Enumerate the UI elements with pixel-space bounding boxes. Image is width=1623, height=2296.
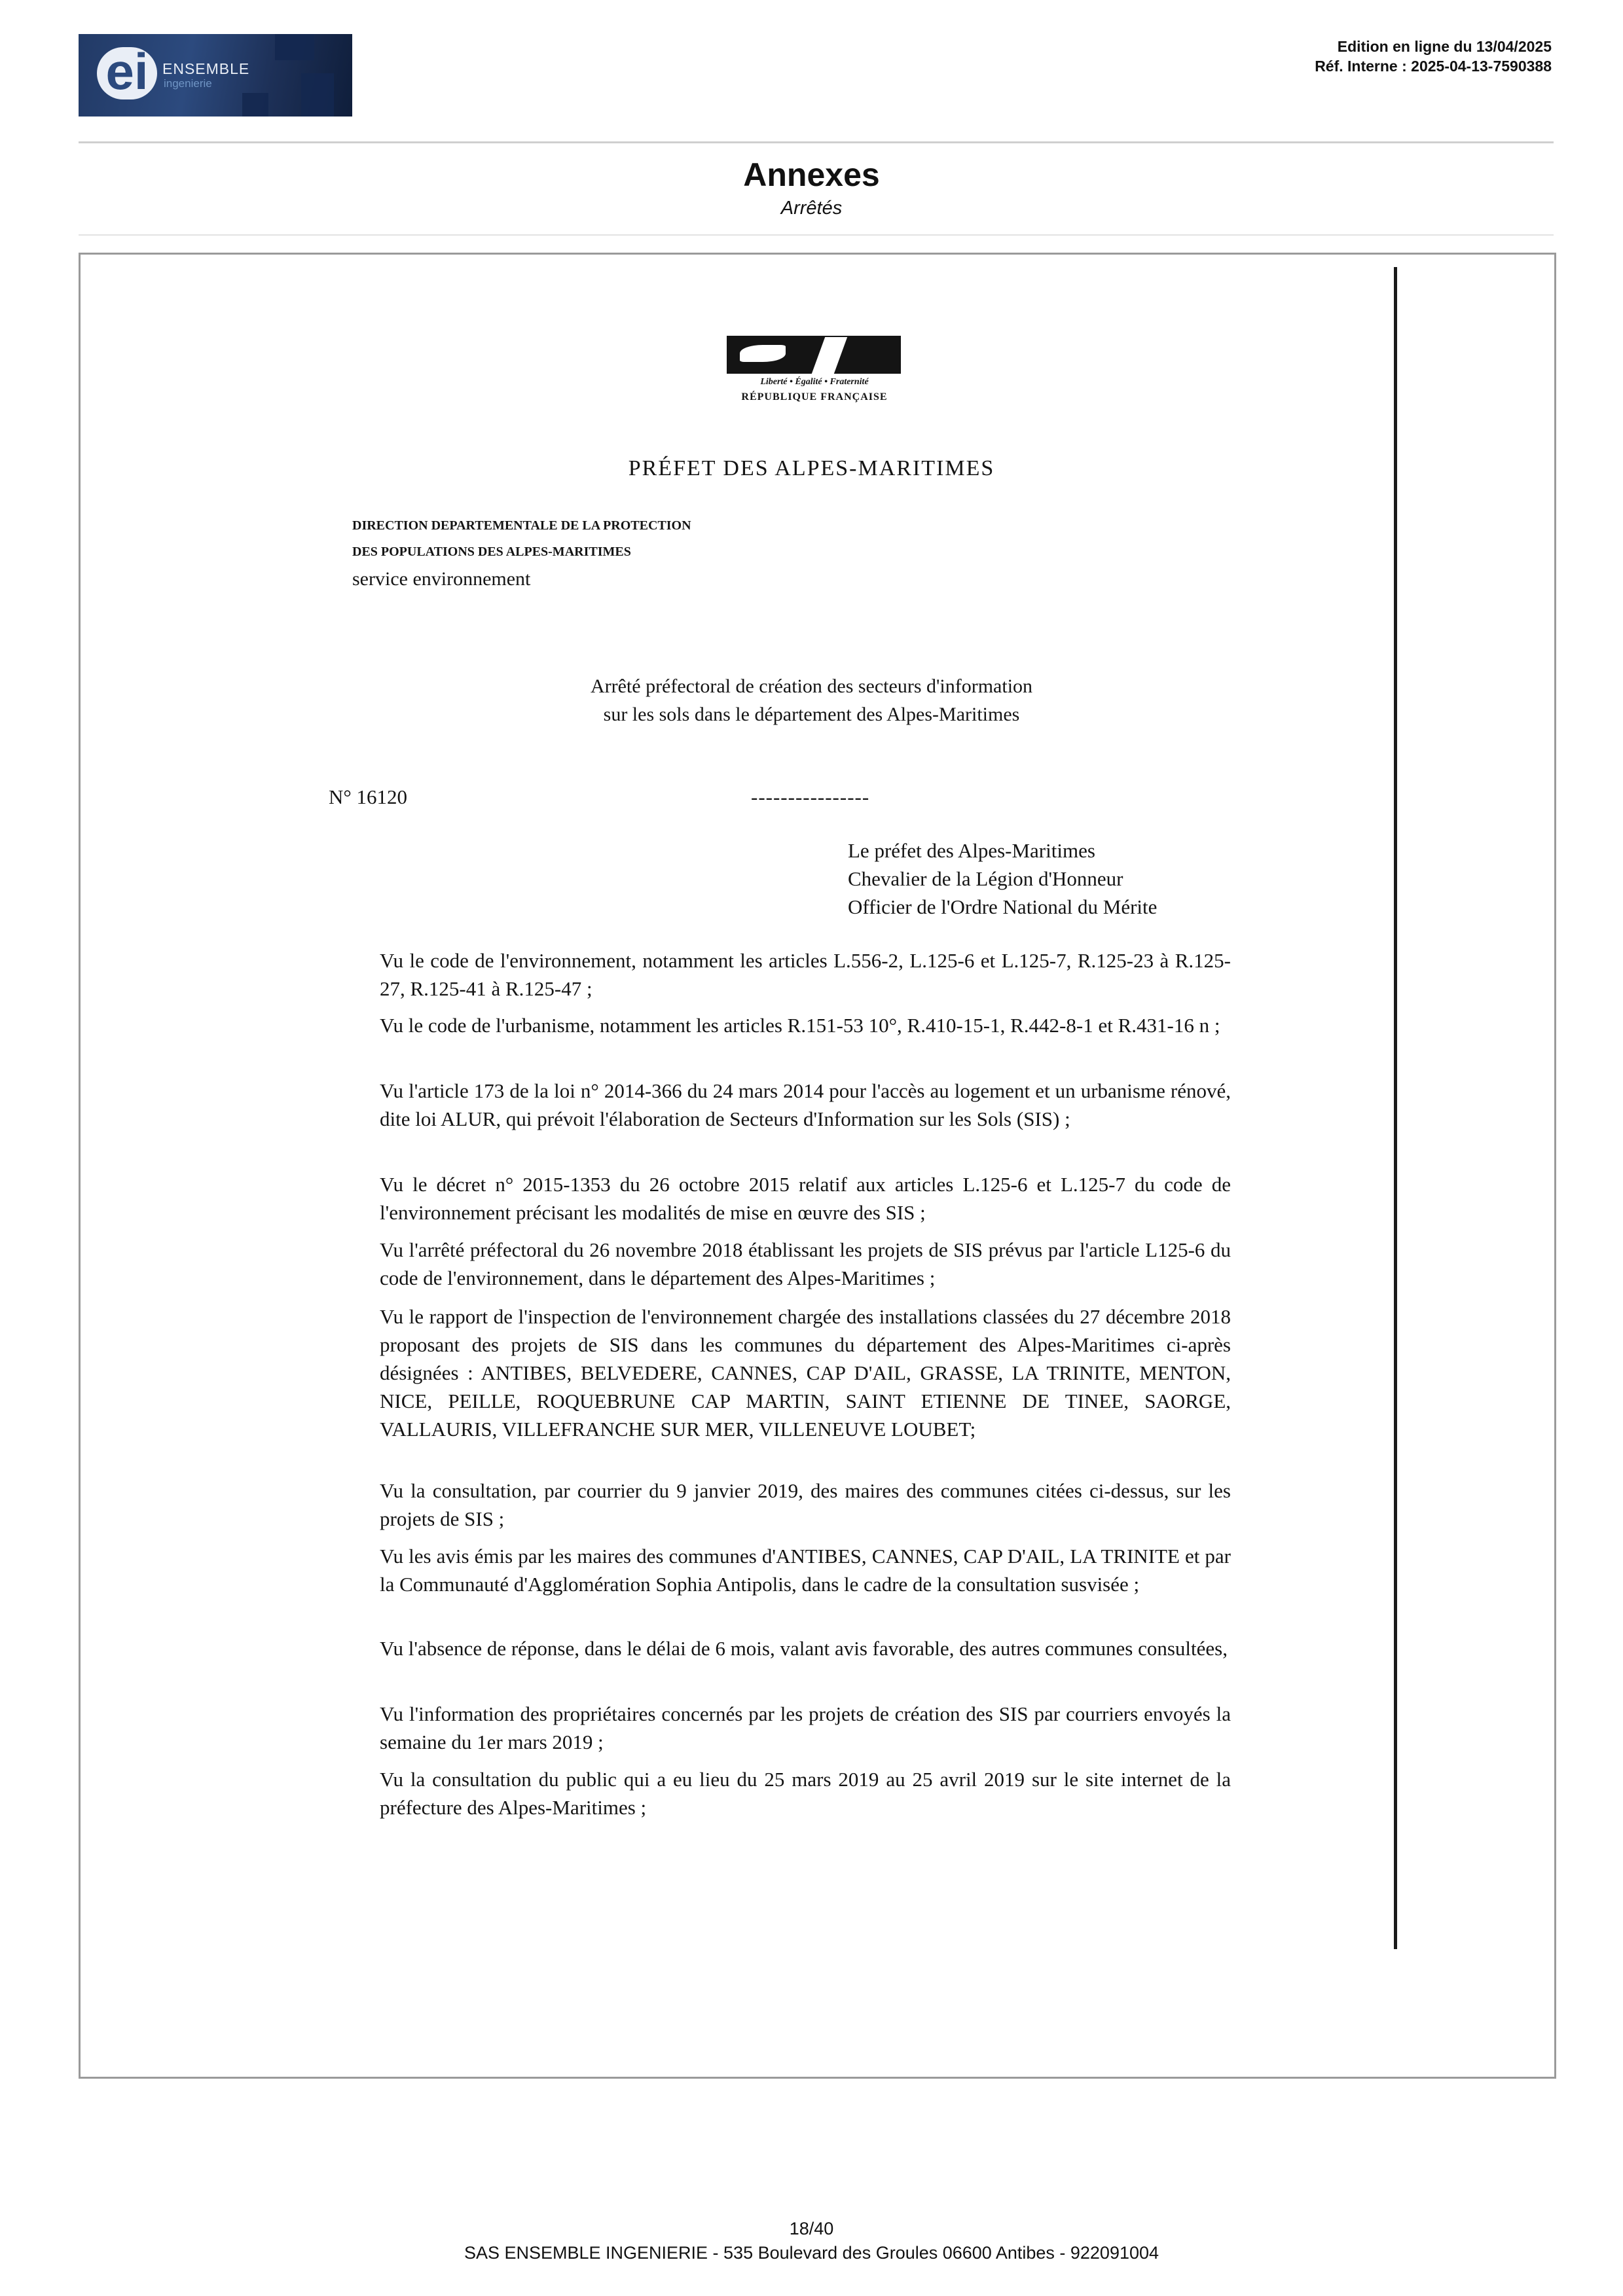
logo-mark: ei (97, 47, 157, 99)
vu-paragraph: Vu le code de l'environnement, notamment les articles L.556-2, L.125-6 et L.125-7, R.125-23 à R.125-27, R.125-41 à R.125-47 ; (380, 949, 1231, 1000)
logo-brand: ENSEMBLE (162, 60, 250, 77)
marianne-emblem-icon (727, 336, 901, 374)
vu-paragraph: Vu l'absence de réponse, dans le délai de 6 mois, valant avis favorable, des autres communes consultées, (380, 1637, 1228, 1660)
company-address: SAS ENSEMBLE INGENIERIE - 535 Boulevard des Groules 06600 Antibes - 922091004 (464, 2243, 1159, 2263)
page-number: 18/40 (789, 2219, 834, 2238)
vu-paragraph: Vu l'information des propriétaires concernés par les projets de création des SIS par courriers envoyés la semaine du 1er mars 2019 ; (380, 1702, 1231, 1753)
section-title: Annexes (743, 156, 880, 193)
arrete-title-line-1: Arrêté préfectoral de création des secteurs d'information (590, 675, 1033, 697)
direction-line-2: DES POPULATIONS DES ALPES-MARITIMES (352, 545, 631, 559)
vu-paragraph: Vu le décret n° 2015-1353 du 26 octobre 2015 relatif aux articles L.125-6 et L.125-7 du code de l'environnement précisant les modalités de mise en œuvre des SIS ; (380, 1173, 1231, 1224)
direction-line-1: DIRECTION DEPARTEMENTALE DE LA PROTECTION (352, 518, 691, 533)
company-logo (79, 34, 352, 117)
section-subtitle: Arrêtés (780, 198, 843, 219)
vu-paragraph: Vu l'arrêté préfectoral du 26 novembre 2018 établissant les projets de SIS prévus par l'article L125-6 du code de l'environnement, dans le département des Alpes-Maritimes ; (380, 1238, 1231, 1289)
scan-edge-line (1394, 267, 1397, 1949)
prefet-heading: PRÉFET DES ALPES-MARITIMES (628, 456, 995, 480)
signer-title: Le préfet des Alpes-Maritimes (848, 839, 1095, 862)
header-info (1315, 37, 1552, 76)
arrete-title-line-2: sur les sols dans le département des Alpes-Maritimes (603, 704, 1020, 725)
title-divider (79, 234, 1554, 236)
vu-paragraph: Vu les avis émis par les maires des communes d'ANTIBES, CANNES, CAP D'AIL, LA TRINITE et par la Communauté d'Agglomération Sophia Antipolis, dans le cadre de la consultation susvisée ; (380, 1545, 1231, 1596)
republique-francaise: RÉPUBLIQUE FRANÇAISE (741, 391, 888, 403)
signer-distinction-1: Chevalier de la Légion d'Honneur (848, 867, 1123, 890)
logo-subtitle: ingenierie (164, 77, 212, 90)
vu-paragraph: Vu l'article 173 de la loi n° 2014-366 du 24 mars 2014 pour l'accès au logement et un urbanisme rénové, dite loi ALUR, qui prévoit l'élaboration de Secteurs d'Information sur les Sols (SIS) ; (380, 1079, 1231, 1130)
vu-paragraph: Vu le code de l'urbanisme, notamment les articles R.151-53 10°, R.410-15-1, R.442-8-1 et R.431-16 n ; (380, 1014, 1220, 1037)
arrete-number: N° 16120 (329, 785, 408, 808)
header-divider (79, 141, 1554, 143)
service-name: service environnement (352, 568, 531, 590)
republic-motto: Liberté • Égalité • Fraternité (760, 377, 869, 387)
signer-distinction-2: Officier de l'Ordre National du Mérite (848, 895, 1158, 918)
vu-paragraph: Vu le rapport de l'inspection de l'environnement chargée des installations classées du 27 décembre 2018 proposant des projets de SIS dans les communes du département des Alpes-Maritimes ci-après désignées : ANTIBES, BELVEDERE, CANNES, CAP D'AIL, GRASSE, LA TRINITE, MENTON, NICE, PEILLE, ROQUEBRUNE CAP MARTIN, SAINT ETIENNE DE TINEE, SAORGE, VALLAURIS, VILLEFRANCHE SUR MER, VILLENEUVE LOUBET; (380, 1305, 1231, 1441)
number-dashes: ---------------- (751, 785, 870, 808)
edition-date: Edition en ligne du 13/04/2025 (1337, 38, 1552, 55)
internal-reference: Réf. Interne : 2025-04-13-7590388 (1315, 58, 1552, 75)
vu-paragraph: Vu la consultation, par courrier du 9 janvier 2019, des maires des communes citées ci-dessus, sur les projets de SIS ; (380, 1479, 1231, 1530)
vu-paragraph: Vu la consultation du public qui a eu lieu du 25 mars 2019 au 25 avril 2019 sur le site internet de la préfecture des Alpes-Maritimes ; (380, 1768, 1231, 1819)
